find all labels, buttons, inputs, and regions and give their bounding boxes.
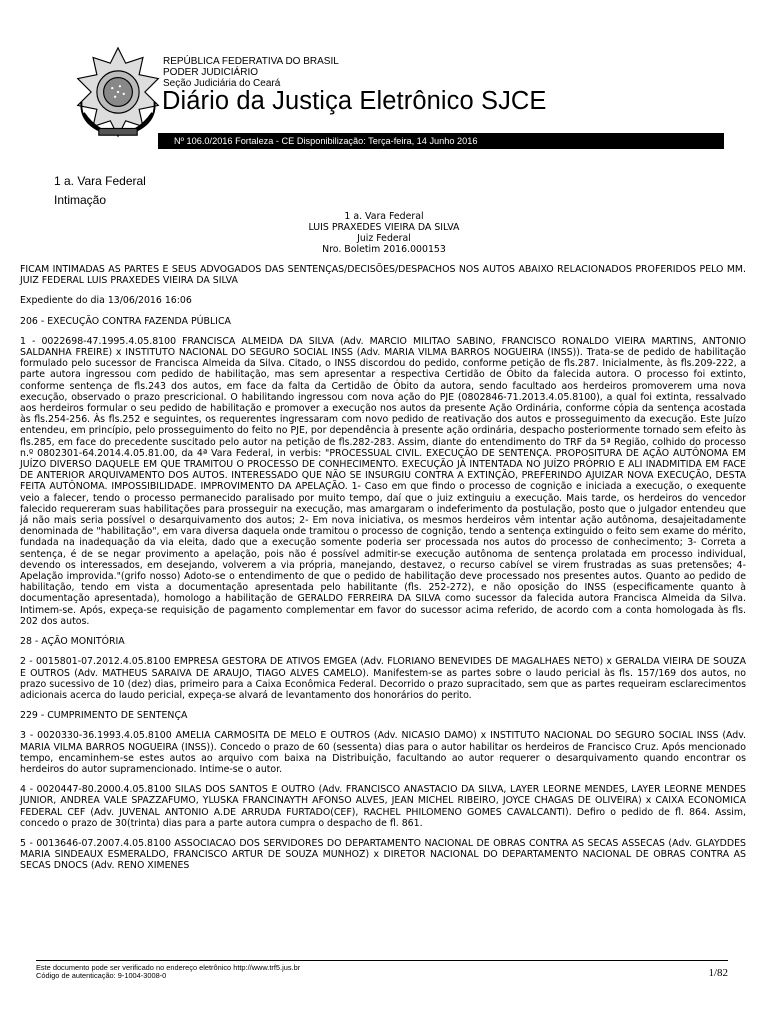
page-title: Diário da Justiça Eletrônico SJCE (162, 87, 547, 115)
edition-bar: Nº 106.0/2016 Fortaleza - CE Disponibilização: Terça-feira, 14 Junho 2016 (158, 133, 724, 149)
document-header (0, 0, 768, 160)
class-heading: 28 - AÇÃO MONITÓRIA (20, 636, 125, 648)
court-bulletin: Nro. Boletim 2016.000153 (322, 244, 446, 255)
court-judge-name: LUIS PRAXEDES VIEIRA DA SILVA (308, 222, 460, 233)
power-label: PODER JUDICIÁRIO (163, 67, 259, 78)
section-label: Seção Judiciária do Ceará (163, 78, 281, 89)
vara-label: 1 a. Vara Federal (54, 174, 146, 188)
court-vara: 1 a. Vara Federal (344, 211, 424, 222)
intimacao-label: Intimação (54, 193, 107, 207)
case-entry: 2 - 0015801-07.2012.4.05.8100 EMPRESA GESTORA DE ATIVOS EMGEA (Adv. FLORIANO BENEVIDES DE MAGALHAES NETO) x GERALDA VIEIRA DE SOUZA E OUTROS (Adv. MATHEUS SARAIVA DE ARAUJO, TIAGO ALVES CAMELO). Manifestem-se as partes sobre o laudo pericial às fls. 157/169 dos autos, no prazo sucessivo de 10 (dez) dias, primeiro para a Caixa Econômica Federal. Decorrido o prazo supracitado, sem que as partes requeiram esclarecimentos adicionais acerca do laudo pericial, expeça-se alvará de levantamento dos honorários do perito. (20, 656, 746, 701)
court-judge-role: Juiz Federal (357, 233, 411, 244)
document-body (20, 264, 746, 881)
class-heading: 229 - CUMPRIMENTO DE SENTENÇA (20, 710, 188, 722)
class-heading: 206 - EXECUÇÃO CONTRA FAZENDA PÚBLICA (20, 315, 231, 327)
page-number: 1/82 (708, 967, 728, 979)
expediente-line: Expediente do dia 13/06/2016 16:06 (20, 295, 192, 307)
verify-link-text: Este documento pode ser verificado no endereço eletrônico http://www.trf5.jus.br (36, 963, 301, 972)
notice-text: FICAM INTIMADAS AS PARTES E SEUS ADVOGADOS DAS SENTENÇAS/DECISÕES/DESPACHOS NOS AUTOS ABAIXO RELACIONADOS PROFERIDOS PELO MM. JUIZ FEDERAL LUIS PRAXEDES VIEIRA DA SILVA (20, 264, 746, 287)
court-block (0, 211, 768, 255)
case-entry: 3 - 0020330-36.1993.4.05.8100 AMELIA CARMOSITA DE MELO E OUTROS (Adv. NICASIO DAMO) x INSTITUTO NACIONAL DO SEGURO SOCIAL INSS (Adv. MARIA VILMA BARROS NOGUEIRA (INSS)). Concedo o prazo de 60 (sessenta) dias para o autor habilitar os herdeiros de Francisco Cruz. Após mencionado tempo, encaminhem-se estes autos ao arquivo com baixa na Distribuição, facultando ao autor requerer o desarquivamento quando encontrar os herdeiros do autor supramencionado. Intime-se o autor. (20, 730, 746, 775)
brazil-coat-of-arms-icon (70, 44, 166, 140)
case-entry: 1 - 0022698-47.1995.4.05.8100 FRANCISCA ALMEIDA DA SILVA (Adv. MARCIO MILITAO SABINO, FRANCISCO RONALDO VIEIRA MARTINS, ANTONIO SALDANHA FREIRE) x INSTITUTO NACIONAL DO SEGURO SOCIAL INSS (Adv. MARIA VILMA BARROS NOGUEIRA (INSS)). Trata-se de pedido de habilitação formulado pelo sucessor de Francisca Almeida da Silva. Citado, o INSS discordou do pedido, conforme petição de fls.287. Inicialmente, às fls.209-222, a parte autora ingressou com pedido de habilitação, mas sem apresentar a respectiva Certidão de Óbito da falecida autora. O processo foi extinto, conforme sentença de fls.243 dos autos, em face da falta da Certidão de Óbito da autora, sendo facultado aos herdeiros promoverem uma nova execução, observado o prazo prescricional. O habilitando ingressou com nova ação do PJE (0802846-71.2013.4.05.8100), a qual foi extinta, ressalvado aos herdeiros formular o seu pedido de habilitação e promover a execução nos autos da presente Ação Ordinária, conforme cópia da sentença acostada às fls.254-256. Às fls.252 e seguintes, os requerentes ingressaram com novo pedido de reativação dos autos e prosseguimento da execução. Este Juízo entendeu, em princípio, pelo prosseguimento do feito no PJE, por dependência à presente ação ordinária, despacho posteriormente tornado sem efeito às fls.285, em face do precedente suscitado pelo autor na petição de fls.282-283. Assim, diante do entendimento do TRF da 5ª Região, colhido do processo n.º 0802301-64.2014.4.05.81.00, da 4ª Vara Federal, in verbis: "PROCESSUAL CIVIL. EXECUÇÃO DE SENTENÇA. PROPOSITURA DE AÇÃO AUTÔNOMA EM JUÍZO DIVERSO DAQUELE EM QUE TRAMITOU O PROCESSO DE CONHECIMENTO. EXECUÇÃO JÁ INTENTADA NO JUÍZO PRÓPRIO E ALI INADMITIDA EM FACE DE ANTERIOR ARQUIVAMENTO DOS AUTOS. INTERESSADO QUE NÃO SE INSURGIU CONTRA A EXTINÇÃO, PREFERINDO AJUIZAR NOVA EXECUÇÃO, DESTA FEITA AUTÔNOMA. IMPOSSIBILIDADE. IMPROVIMENTO DA APELAÇÃO. 1- Caso em que findo o processo de cognição e iniciada a execução, o exequente veio a falecer, tendo o processo permanecido paralisado por muito tempo, daí que o juiz extinguiu a execução. Mais tarde, os herdeiros do vencedor falecido requereram suas habilitações para prosseguir na execução, mas amargaram o indeferimento da postulação, posto que o julgador entendeu que já não mais seria possível o desarquivamento dos autos; 2- Em nova iniciativa, os mesmos herdeiros vêm intentar ação autônoma, desajeitadamente denominada de "habilitação", em vara diversa daquela onde tramitou o processo de cognição, tendo a sentença extinguido o feito sem exame do mérito, fundada na inadequação da via eleita, dado que a execução somente poderia ser processada nos autos do processo de conhecimento; 3- Correta a sentença, é de se negar provimento a apelação, pois não é possível admitir-se execução autônoma de sentença prolatada em processo individual, devendo os interessados, em desejando, volverem a via própria, manejando, destavez, o recurso cabível se virem frustradas as suas pretensões; 4- Apelação improvida."(grifo nosso) Adoto-se o entendimento de que o pedido de habilitação deve processado nos presentes autos. Quanto ao pedido de habilitação, tendo em vista a documentação apresentada pelo habilitante (fls. 252-272), e não oposição do INSS (especificamente quanto à documentação apresentada), homologo a habilitação de GERALDO FERREIRA DA SILVA como sucessor da falecida autora Francisca Almeida da Silva. Intimem-se. Após, expeça-se requisição de pagamento complementar em favor do sucessor acima referido, de acordo com a conta homologada às fls. 202 dos autos. (20, 335, 746, 627)
document-footer (36, 960, 728, 980)
republic-label: REPÚBLICA FEDERATIVA DO BRASIL (163, 56, 339, 67)
case-entry: 4 - 0020447-80.2000.4.05.8100 SILAS DOS SANTOS E OUTRO (Adv. FRANCISCO ANASTACIO DA SILVA, LAYER LEORNE MENDES, LAYER LEORNE MENDES JUNIOR, ANDREA VALE SPAZZAFUMO, YLUSKA FRANCINAYTH AFONSO ALVES, JEAN MICHEL RIBEIRO, JOYCE CHAGAS DE OLIVEIRA) x CAIXA ECONOMICA FEDERAL CEF (Adv. JUVENAL ANTONIO A.DE ARRUDA FURTADO(CEF), RACHEL PHILOMENO GOMES CAVALCANTI). Defiro o pedido de fl. 864. Assim, concedo o prazo de 30(trinta) dias para a parte autora cumpra o despacho de fl. 861. (20, 784, 746, 829)
auth-code: Código de autenticação: 9-1004-3008-0 (36, 971, 167, 980)
case-entry: 5 - 0013646-07.2007.4.05.8100 ASSOCIACAO DOS SERVIDORES DO DEPARTAMENTO NACIONAL DE OBRAS CONTRA AS SECAS ASSECAS (Adv. GLAYDDES MARIA SINDEAUX ESMERALDO, FRANCISCO ARTUR DE SOUZA MUNHOZ) x DIRETOR NACIONAL DO DEPARTAMENTO NACIONAL DE OBRAS CONTRA AS SECAS DNOCS (Adv. RENO XIMENES (20, 837, 746, 872)
